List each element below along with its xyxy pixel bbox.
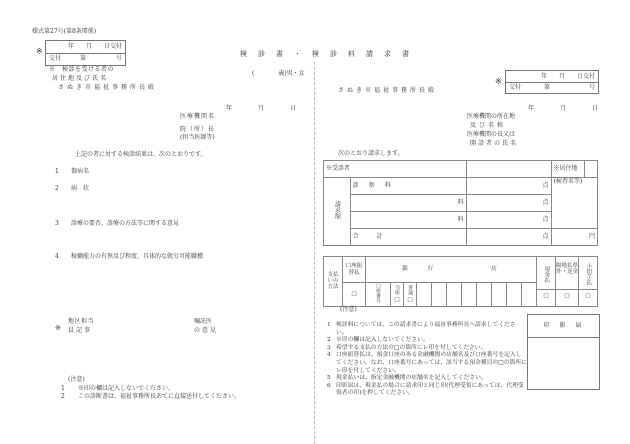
note-num-left-1: 1 (61, 385, 65, 392)
item-num-2: 2 (55, 185, 59, 192)
bank-text: 銀 行 (402, 266, 437, 273)
note-text-right-1: 検診料については、この請求書により福祉事務所長へ請求してください。 (336, 322, 516, 336)
director-sub-label: (担当医師等) (180, 134, 215, 141)
notes-title-left: (注意) (68, 376, 85, 383)
doctor-label-2: の意見 (194, 327, 219, 334)
addressee-left: さぬき市福祉事務所長殿 (58, 84, 158, 91)
item-label-symptoms: 病 状 (71, 185, 90, 192)
account-digit-3[interactable] (446, 283, 461, 307)
unit-points: 点 (542, 182, 549, 190)
item-label-diagnosis: 傷病名 (71, 168, 90, 175)
unit-points: 点 (542, 233, 549, 241)
issue-label-right: 交付 (509, 84, 522, 91)
payment-method-label: 支払いの方法 (324, 257, 343, 307)
account-digit-2[interactable] (431, 283, 446, 307)
issue-stamp-box-left (45, 40, 126, 66)
doctor-label-1: 嘱託医 (194, 318, 213, 325)
check-checkbox[interactable]: □ (585, 293, 591, 299)
ordinary-account-option[interactable] (404, 283, 417, 307)
date-line-right: 年 月 日 (528, 105, 601, 112)
remote-option (556, 257, 579, 307)
cash-checkbox[interactable]: □ (543, 293, 549, 299)
subject-label-1: ※ 検診を受ける者の (49, 66, 115, 73)
branch-text: 店 (491, 266, 500, 273)
issue-dai: 第 (80, 55, 87, 62)
account-number-text: 口座番号 (375, 283, 381, 303)
fee-label-3: 料 (350, 212, 466, 229)
addressee-right: さぬき市福祉事務所長殿 (338, 87, 438, 94)
unit-points: 点 (542, 199, 549, 207)
issue-label: 交付 (49, 55, 62, 62)
age-sex: ( 歳)男・女 (252, 70, 305, 77)
unit-yen: 円 (588, 233, 595, 241)
inst-addr-label-2: 及び名称 (470, 122, 507, 129)
fee-label-2: 料 (350, 195, 466, 212)
intro-left: 上記の者に対する検診結果は、次のとおりです。 (75, 151, 207, 158)
item-label-treatment: 診療の要否、診療の方法等に関する意見 (71, 220, 180, 227)
note-text-right-3: 希望する支払の方法の□の箇所にレ印を付してください。 (336, 344, 487, 351)
subject-label-2: 居住地及び氏名 (52, 75, 109, 82)
ordinary-checkbox[interactable]: □ (407, 297, 413, 304)
note-num-right-3: 3 (327, 344, 331, 351)
current-account-option[interactable] (391, 283, 404, 307)
exam-name-note: (検査名等) (553, 178, 583, 185)
claim-amount-label: 請求額 (333, 201, 341, 220)
kome-mark-right: ※ (495, 77, 502, 86)
fee-label-exam: 診 察 料 (350, 178, 466, 195)
item-num-4: 4 (55, 253, 59, 260)
note-num-right-5: 5 (327, 375, 331, 382)
note-text-left-2: この診断書は、福祉事務所長あてに直接送付してください。 (78, 393, 241, 400)
ordinary-text: 普通 (407, 284, 413, 295)
remote-label: 隔地払県外・送金 (556, 263, 579, 276)
kome-mark-district: ※ (55, 324, 61, 332)
fee-field-3[interactable] (466, 212, 551, 229)
form-label: 様式第27号(第8条関係) (32, 28, 97, 35)
note-text-right-2: ※印の欄は記入しないでください。 (336, 337, 429, 344)
total-yen-field[interactable] (551, 229, 597, 246)
district-label-2: 員記事 (68, 327, 93, 334)
check-label: 小切手払 (585, 263, 592, 285)
total-points-field[interactable] (466, 229, 551, 246)
issue-dai-right: 第 (544, 84, 551, 91)
fee-field-2[interactable] (466, 195, 551, 212)
note-text-right-6: 印影届は、現金払の場合に請求印と同じ印(代理受領にあっては、代理受領者の印)を押してください。 (336, 382, 524, 397)
inst-head-label-2: 開設者の氏名 (470, 140, 519, 147)
payment-table (323, 256, 598, 307)
notes-list-right (327, 322, 527, 398)
account-digit-4[interactable] (461, 283, 476, 307)
patient-label: ※受診者 (324, 161, 467, 178)
note-num-right-6: 6 (327, 382, 331, 389)
note-num-right-1: 1 (327, 322, 331, 328)
director-label: 院（所）長 (180, 126, 216, 133)
account-number-label (366, 283, 391, 307)
item-label-work-ability: 稼働能力の有無及び程度、具体的な就労可能職種 (71, 253, 204, 260)
account-digit-7[interactable] (506, 283, 521, 307)
inst-addr-label-1: 医療機関の所在地 (467, 113, 516, 120)
issue-date-right: 年 月 日交付 (540, 73, 595, 80)
issue-date: 年 月 日交付 (67, 43, 122, 50)
note-text-right-5: 現金払いは、指定金融機関の店舗名を記入してください。 (336, 375, 487, 382)
notes-title-right: (注意) (340, 306, 357, 313)
total-label: 合 計 (350, 229, 466, 246)
residence-field[interactable] (584, 161, 597, 178)
current-text: 当座 (394, 284, 400, 295)
account-digit-8[interactable] (521, 283, 536, 307)
remote-checkbox[interactable]: □ (564, 293, 570, 299)
seal-area[interactable] (528, 338, 599, 389)
district-label-1: 地区担当 (68, 318, 95, 325)
inst-head-label-1: 医療機関の長又は (467, 131, 516, 138)
seal-registration-box (527, 314, 600, 390)
account-digit-5[interactable] (476, 283, 491, 307)
residence-label: ※居住地 (551, 161, 584, 178)
institution-name-label: 医療機関名 (180, 113, 216, 120)
transfer-checkbox[interactable]: □ (343, 283, 366, 307)
issue-stamp-box-right (505, 70, 599, 94)
current-checkbox[interactable]: □ (394, 297, 400, 304)
cash-label: 現金払 (543, 265, 550, 283)
account-digit-1[interactable] (417, 283, 432, 307)
patient-field[interactable] (466, 161, 551, 178)
note-num-right-4: 4 (327, 352, 331, 359)
cut-line-divider (314, 62, 315, 444)
cash-option (537, 257, 556, 307)
unit-points: 点 (542, 216, 549, 224)
intro-right: 次のとおり請求します。 (338, 150, 404, 157)
kome-mark: ※ (36, 47, 43, 56)
note-text-left-1: ※印の欄は記入しないでください。 (78, 385, 175, 392)
transfer-label: 口座振替払 (343, 257, 366, 283)
date-line-left: 年 月 日 (226, 105, 299, 112)
note-num-right-2: 2 (327, 337, 331, 344)
exam-name-field[interactable] (551, 178, 597, 229)
note-num-left-2: 2 (61, 393, 65, 400)
account-digit-6[interactable] (491, 283, 506, 307)
check-option (579, 257, 598, 307)
document-title: 検 診 書 ・ 検 診 料 請 求 書 (240, 50, 411, 58)
note-text-right-4: 口座振替払は、預金口座のある金融機関の店舗名及び口座番号を記入してください。なお、口座番号にあっては、該当する預金種目の□の箇所にレ印を付してください。 (336, 352, 527, 374)
claim-table (323, 160, 598, 246)
issue-go-right: 号 (588, 84, 595, 91)
fee-field-exam[interactable] (466, 178, 551, 195)
item-num-1: 1 (55, 168, 59, 175)
bank-label (366, 257, 537, 283)
issue-go: 号 (115, 55, 122, 62)
seal-label: 印 影 届 (528, 315, 599, 338)
item-num-3: 3 (55, 220, 59, 227)
